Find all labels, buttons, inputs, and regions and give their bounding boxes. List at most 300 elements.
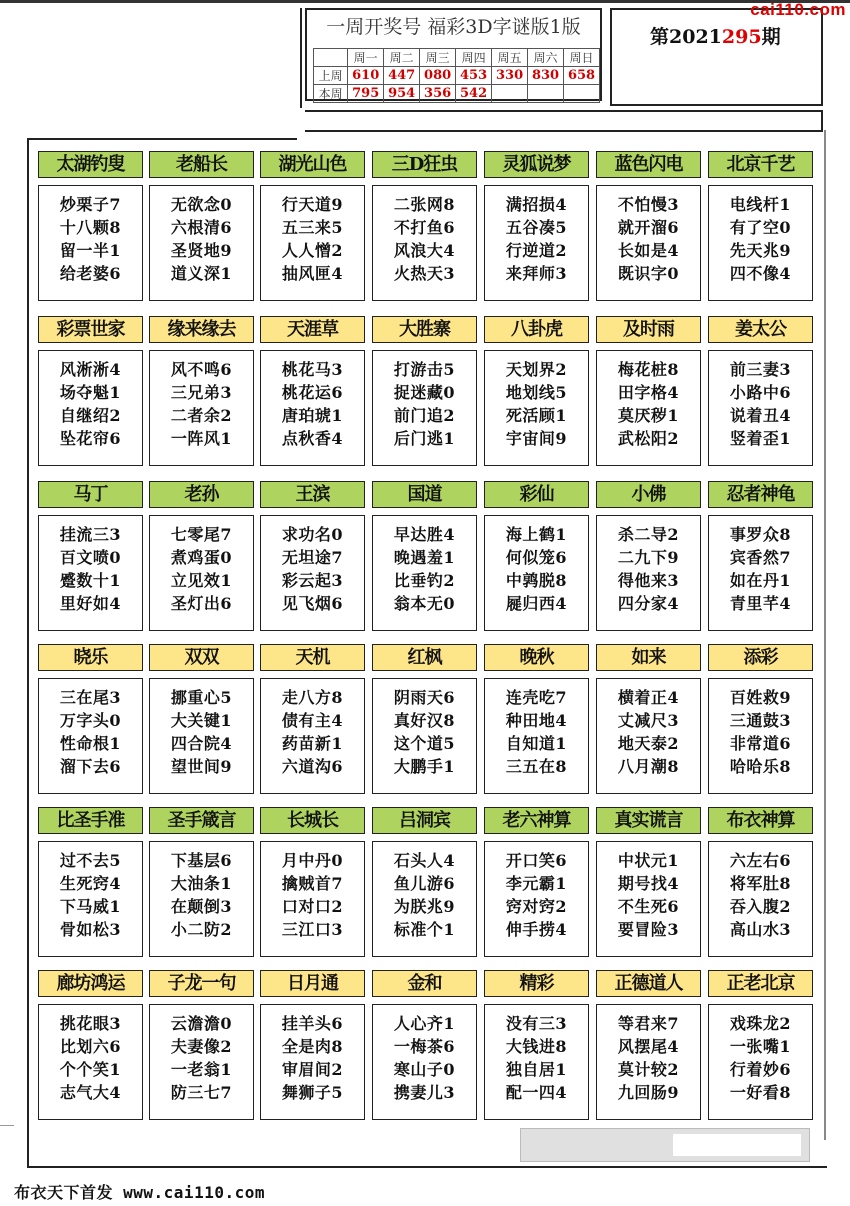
riddle-line: 莫计较2 [617,1060,680,1079]
riddle-line: 望世间9 [170,757,233,776]
riddle-line: 杀二导2 [617,525,680,544]
riddle-line: 大油条1 [170,874,233,893]
riddle-line: 武松阳2 [617,429,680,448]
riddle-line: 圣贤地9 [170,241,233,260]
riddle-line: 一梅茶6 [393,1037,456,1056]
riddle-line: 三江口3 [281,920,344,939]
riddle-line: 防三七7 [170,1083,233,1102]
riddle-line: 哈哈乐8 [729,757,792,776]
riddle-card-title: 三D狂虫 [372,151,477,178]
result-number: 447 [384,67,420,85]
riddle-card [38,644,143,801]
riddle-card-title: 天涯草 [260,316,365,343]
riddle-line: 自知道1 [505,734,568,753]
riddle-line: 立见效1 [170,571,233,590]
riddle-card-body [260,841,365,957]
riddle-line: 志气大4 [59,1083,122,1102]
riddle-card-body [149,678,254,794]
riddle-line: 横着正4 [617,688,680,707]
riddle-line: 打游击5 [393,360,456,379]
riddle-card [708,970,813,1127]
frame-top-rule [27,138,297,140]
result-number: 080 [420,67,456,85]
riddle-card-title: 日月通 [260,970,365,997]
riddle-card-title: 如来 [596,644,701,671]
riddle-card-body [149,1004,254,1120]
riddle-card [38,151,143,308]
riddle-card [260,481,365,638]
riddle-line: 行逆道2 [505,241,568,260]
riddle-line: 竖着歪1 [729,429,792,448]
riddle-line: 不怕慢3 [617,195,680,214]
site-logo[interactable]: cai110.com [750,0,846,19]
riddle-line: 石头人4 [393,851,456,870]
riddle-card [372,807,477,964]
riddle-line: 口对口2 [281,897,344,916]
riddle-card [260,316,365,473]
riddle-line: 比垂钓2 [393,571,456,590]
riddle-line: 后门逃1 [393,429,456,448]
riddle-line: 三五在8 [505,757,568,776]
riddle-card [149,644,254,801]
riddle-card-body [149,515,254,631]
riddle-card [484,481,589,638]
riddle-card [149,316,254,473]
riddle-line: 有了空0 [729,218,792,237]
weekly-results-box [305,8,602,101]
riddle-line: 配一四4 [505,1083,568,1102]
riddle-line: 人人憎2 [281,241,344,260]
riddle-line: 药苗新1 [281,734,344,753]
riddle-line: 何似笼6 [505,548,568,567]
riddle-line: 阴雨天6 [393,688,456,707]
riddle-card-title: 小佛 [596,481,701,508]
day-header: 周三 [420,49,456,67]
riddle-line: 人心齐1 [393,1014,456,1033]
riddle-line: 为朕兆9 [393,897,456,916]
riddle-line: 一好看8 [729,1083,792,1102]
riddle-card-title: 及时雨 [596,316,701,343]
riddle-card-body [708,515,813,631]
riddle-card [596,481,701,638]
riddle-card-title: 双双 [149,644,254,671]
riddle-card [372,970,477,1127]
riddle-line: 六道沟6 [281,757,344,776]
riddle-line: 个个笑1 [59,1060,122,1079]
riddle-line: 风浪大4 [393,241,456,260]
riddle-line: 大鹏手1 [393,757,456,776]
riddle-card-title: 彩仙 [484,481,589,508]
riddle-line: 无欲念0 [170,195,233,214]
riddle-line: 审眉间2 [281,1060,344,1079]
riddle-line: 死活顾1 [505,406,568,425]
riddle-line: 真好汉8 [393,711,456,730]
right-edge-rule [824,130,826,1140]
riddle-line: 期号找4 [617,874,680,893]
result-number [492,85,528,103]
riddle-card-body [596,841,701,957]
days-row [314,49,600,67]
riddle-card-body [260,1004,365,1120]
last-week-label: 上周 [314,67,348,85]
riddle-card-title: 廊坊鸿运 [38,970,143,997]
riddle-card-title: 添彩 [708,644,813,671]
riddle-line: 一老翁1 [170,1060,233,1079]
riddle-line: 说着丑4 [729,406,792,425]
riddle-line: 火热天3 [393,264,456,283]
riddle-card [260,151,365,308]
riddle-line: 二九下9 [617,548,680,567]
riddle-card [149,970,254,1127]
margin-tick [0,1125,14,1126]
riddle-card [260,807,365,964]
header-divider [300,8,302,108]
riddle-line: 百文喷0 [59,548,122,567]
riddle-line: 捉迷藏0 [393,383,456,402]
riddle-line: 种田地4 [505,711,568,730]
riddle-card [38,807,143,964]
result-number [528,85,564,103]
riddle-line: 高山水3 [729,920,792,939]
riddle-line: 小路中6 [729,383,792,402]
riddle-card-title: 精彩 [484,970,589,997]
riddle-line: 地天泰2 [617,734,680,753]
riddle-card-title: 长城长 [260,807,365,834]
riddle-line: 独自居1 [505,1060,568,1079]
riddle-card [596,970,701,1127]
riddle-card-title: 红枫 [372,644,477,671]
riddle-line: 要冒险3 [617,920,680,939]
riddle-card-body [372,678,477,794]
this-week-row [314,85,600,103]
riddle-line: 不生死6 [617,897,680,916]
riddle-card [596,151,701,308]
riddle-line: 电线杆1 [729,195,792,214]
riddle-card [708,807,813,964]
riddle-line: 道义深1 [170,264,233,283]
riddle-line: 百姓救9 [729,688,792,707]
result-number [564,85,600,103]
riddle-line: 见飞烟6 [281,594,344,613]
riddle-line: 留一半1 [59,241,122,260]
riddle-card [38,970,143,1127]
header-title: 一周开奖号 福彩3D字谜版1版 [326,16,581,38]
riddle-card-body [38,841,143,957]
riddle-card [708,151,813,308]
riddle-line: 抽风匣4 [281,264,344,283]
riddle-card [372,151,477,308]
riddle-card-title: 金和 [372,970,477,997]
riddle-card-title: 八卦虎 [484,316,589,343]
riddle-line: 十八颗8 [59,218,122,237]
riddle-line: 携妻儿3 [393,1083,456,1102]
riddle-line: 溜下去6 [59,757,122,776]
riddle-line: 七零尾7 [170,525,233,544]
riddle-line: 全是肉8 [281,1037,344,1056]
riddle-card [596,644,701,801]
riddle-line: 无坦途7 [281,548,344,567]
day-header: 周六 [528,49,564,67]
riddle-card-title: 天机 [260,644,365,671]
riddle-line: 给老婆6 [59,264,122,283]
riddle-line: 四分家4 [617,594,680,613]
riddle-card-body [596,185,701,301]
result-number: 795 [348,85,384,103]
riddle-line: 夫妻像2 [170,1037,233,1056]
riddle-line: 长如是4 [617,241,680,260]
riddle-line: 场夺魁1 [59,383,122,402]
riddle-card [596,316,701,473]
riddle-line: 骨如松3 [59,920,122,939]
riddle-line: 中鹑脱8 [505,571,568,590]
riddle-card-body [260,350,365,466]
riddle-line: 宇宙间9 [505,429,568,448]
riddle-card-title: 晚秋 [484,644,589,671]
riddle-card-body [484,678,589,794]
riddle-card-title: 晓乐 [38,644,143,671]
riddle-card-body [149,185,254,301]
riddle-line: 这个道5 [393,734,456,753]
riddle-line: 云澹澹0 [170,1014,233,1033]
riddle-line: 六根清6 [170,218,233,237]
riddle-line: 走八方8 [281,688,344,707]
riddle-line: 窍对窍2 [505,897,568,916]
riddle-card [372,316,477,473]
riddle-line: 丈减尺3 [617,711,680,730]
weekly-results-table [313,48,600,103]
riddle-line: 风摆尾4 [617,1037,680,1056]
riddle-line: 六左右6 [729,851,792,870]
riddle-card-body [596,678,701,794]
day-header: 周四 [456,49,492,67]
riddle-card-title: 彩票世家 [38,316,143,343]
riddle-line: 擒贼首7 [281,874,344,893]
riddle-card-body [708,1004,813,1120]
riddle-line: 性命根1 [59,734,122,753]
riddle-card-title: 忍者神龟 [708,481,813,508]
result-number: 830 [528,67,564,85]
riddle-line: 煮鸡蛋0 [170,548,233,567]
riddle-card-title: 老孙 [149,481,254,508]
riddle-line: 李元霸1 [505,874,568,893]
riddle-card-body [708,350,813,466]
result-number: 954 [384,85,420,103]
riddle-line: 唐珀琥1 [281,406,344,425]
riddle-line: 没有三3 [505,1014,568,1033]
riddle-card-title: 正老北京 [708,970,813,997]
riddle-card-body [596,515,701,631]
top-border-line [0,0,850,3]
riddle-card-title: 正德道人 [596,970,701,997]
riddle-card [484,151,589,308]
riddle-card-body [372,1004,477,1120]
riddle-line: 寒山子0 [393,1060,456,1079]
riddle-card-body [484,841,589,957]
corner-cell [314,49,348,67]
result-number: 658 [564,67,600,85]
riddle-line: 先天兆9 [729,241,792,260]
riddle-card-body [38,350,143,466]
riddle-card-body [484,1004,589,1120]
riddle-card-title: 老六神算 [484,807,589,834]
riddle-line: 地划线5 [505,383,568,402]
riddle-line: 舞狮子5 [281,1083,344,1102]
riddle-card-title: 缘来缘去 [149,316,254,343]
riddle-card [596,807,701,964]
riddle-line: 风淅淅4 [59,360,122,379]
riddle-card [38,481,143,638]
riddle-line: 求功名0 [281,525,344,544]
riddle-line: 如在丹1 [729,571,792,590]
riddle-line: 风不鸣6 [170,360,233,379]
riddle-line: 下马威1 [59,897,122,916]
riddle-line: 万字头0 [59,711,122,730]
riddle-line: 天划界2 [505,360,568,379]
footer-source[interactable]: 布衣天下首发 www.cai110.com [14,1183,265,1202]
riddle-line: 大钱进8 [505,1037,568,1056]
riddle-line: 三通鼓3 [729,711,792,730]
riddle-card-body [38,185,143,301]
riddle-card-title: 北京千艺 [708,151,813,178]
riddle-line: 八月潮8 [617,757,680,776]
issue-number: 第2021295期 [650,26,781,48]
riddle-line: 下基层6 [170,851,233,870]
riddle-card-title: 圣手箴言 [149,807,254,834]
riddle-card [372,644,477,801]
riddle-card-title: 比圣手准 [38,807,143,834]
day-header: 周二 [384,49,420,67]
riddle-line: 里好如4 [59,594,122,613]
riddle-line: 行着妙6 [729,1060,792,1079]
riddle-line: 鱼儿游6 [393,874,456,893]
riddle-card [149,807,254,964]
riddle-line: 比划六6 [59,1037,122,1056]
riddle-card [149,481,254,638]
riddle-line: 得他来3 [617,571,680,590]
riddle-line: 翁本无0 [393,594,456,613]
riddle-line: 三在尾3 [59,688,122,707]
riddle-line: 等君来7 [617,1014,680,1033]
day-header: 周五 [492,49,528,67]
riddle-card-title: 太湖钓叟 [38,151,143,178]
riddle-line: 五谷凑5 [505,218,568,237]
footer-box-inner [673,1134,801,1156]
riddle-card [260,644,365,801]
riddle-card-title: 姜太公 [708,316,813,343]
riddle-line: 点秋香4 [281,429,344,448]
riddle-line: 梅花桩8 [617,360,680,379]
riddle-line: 连壳吃7 [505,688,568,707]
riddle-card-body [260,678,365,794]
riddle-card [484,970,589,1127]
riddle-card-title: 大胜寨 [372,316,477,343]
riddle-line: 开口笑6 [505,851,568,870]
riddle-card-body [708,185,813,301]
riddle-line: 非常道6 [729,734,792,753]
riddle-line: 将军肚8 [729,874,792,893]
riddle-line: 田字格4 [617,383,680,402]
last-week-row [314,67,600,85]
riddle-line: 挪重心5 [170,688,233,707]
header-strip [305,110,823,132]
riddle-line: 行天道9 [281,195,344,214]
riddle-card [38,316,143,473]
riddle-line: 彩云起3 [281,571,344,590]
riddle-line: 四合院4 [170,734,233,753]
riddle-card-title: 蓝色闪电 [596,151,701,178]
riddle-card-body [372,350,477,466]
riddle-line: 坠花帘6 [59,429,122,448]
riddle-line: 宾香然7 [729,548,792,567]
footer-box [520,1128,810,1162]
riddle-card-body [484,185,589,301]
riddle-line: 蹙数十1 [59,571,122,590]
riddle-card-title: 布衣神算 [708,807,813,834]
riddle-card-body [38,1004,143,1120]
riddle-line: 月中丹0 [281,851,344,870]
riddle-line: 一张嘴1 [729,1037,792,1056]
riddle-line: 伸手捞4 [505,920,568,939]
riddle-line: 早达胜4 [393,525,456,544]
riddle-card [708,644,813,801]
riddle-card [484,807,589,964]
riddle-line: 满招损4 [505,195,568,214]
riddle-line: 海上鹤1 [505,525,568,544]
riddle-card-title: 马丁 [38,481,143,508]
riddle-line: 九回肠9 [617,1083,680,1102]
riddle-line: 二者余2 [170,406,233,425]
riddle-line: 桃花运6 [281,383,344,402]
riddle-line: 事罗众8 [729,525,792,544]
riddle-line: 生死窍4 [59,874,122,893]
riddle-line: 小二防2 [170,920,233,939]
riddle-card-body [260,515,365,631]
riddle-card-title: 真实谎言 [596,807,701,834]
riddle-card-body [596,350,701,466]
riddle-card [484,644,589,801]
day-header: 周日 [564,49,600,67]
riddle-card-title: 湖光山色 [260,151,365,178]
riddle-card-title: 老船长 [149,151,254,178]
riddle-line: 一阵风1 [170,429,233,448]
riddle-card-body [708,678,813,794]
riddle-line: 挑花眼3 [59,1014,122,1033]
riddle-line: 中状元1 [617,851,680,870]
riddle-line: 桃花马3 [281,360,344,379]
riddle-line: 就开溜6 [617,218,680,237]
riddle-line: 二张网8 [393,195,456,214]
riddle-line: 三兄弟3 [170,383,233,402]
riddle-card [708,481,813,638]
riddle-line: 五三来5 [281,218,344,237]
result-number: 453 [456,67,492,85]
riddle-card [149,151,254,308]
riddle-card-body [149,350,254,466]
riddle-card-title: 王滨 [260,481,365,508]
riddle-card [708,316,813,473]
result-number: 542 [456,85,492,103]
riddle-card-title: 灵狐说梦 [484,151,589,178]
riddle-line: 过不去5 [59,851,122,870]
riddle-line: 炒栗子7 [59,195,122,214]
riddle-card-body [484,350,589,466]
riddle-line: 自继绍2 [59,406,122,425]
riddle-card-body [596,1004,701,1120]
riddle-card-body [372,841,477,957]
day-header: 周一 [348,49,384,67]
result-number: 330 [492,67,528,85]
riddle-card-body [260,185,365,301]
